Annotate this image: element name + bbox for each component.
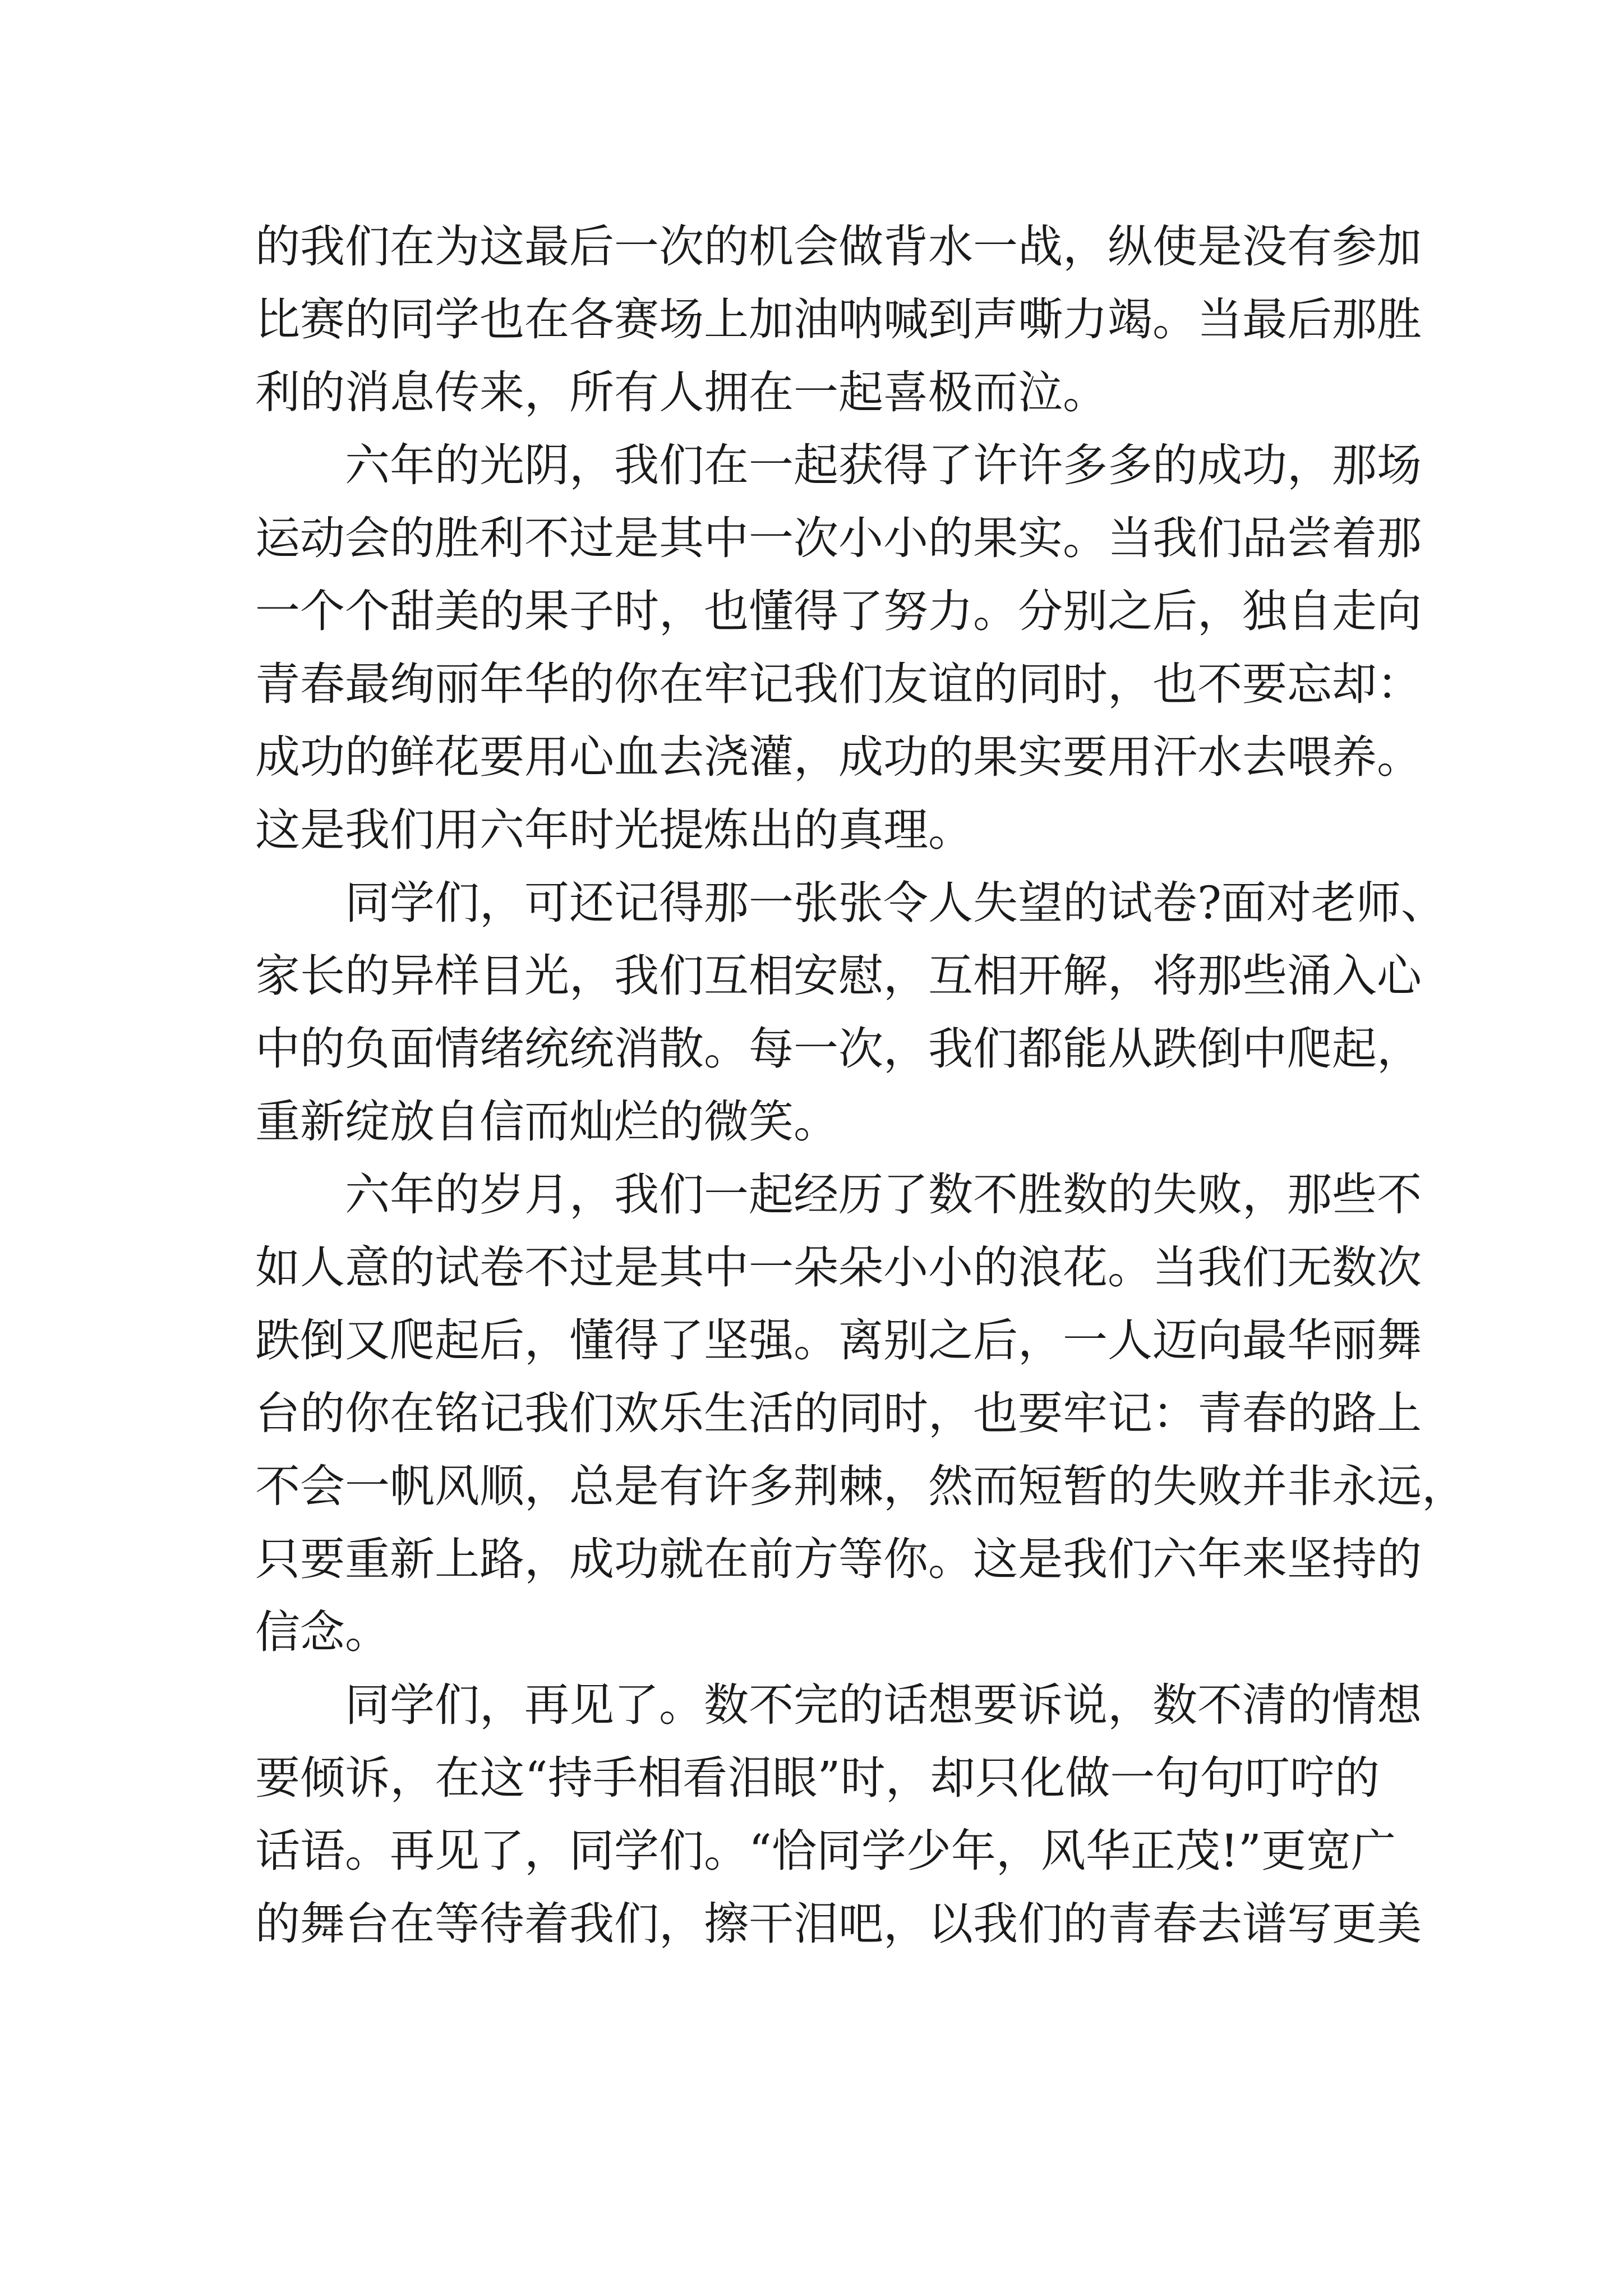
paragraph-2-line-6: 这是我们用六年时光提炼出的真理。 — [255, 804, 973, 856]
paragraph-2-line-5: 成功的鲜花要用心血去浇灌，成功的果实要用汗水去喂养。 — [255, 731, 1422, 783]
paragraph-3-line-1: 同学们，可还记得那一张张令人失望的试卷?面对老师、 — [345, 877, 1446, 929]
paragraph-5-line-1: 同学们，再见了。数不完的话想要诉说，数不清的情想 — [345, 1679, 1422, 1731]
document-body — [255, 210, 1467, 1961]
paragraph-1-line-3: 利的消息传来，所有人拥在一起喜极而泣。 — [255, 366, 1108, 418]
paragraph-2-line-4: 青春最绚丽年华的你在牢记我们友谊的同时，也不要忘却： — [255, 658, 1422, 710]
paragraph-3-line-3: 中的负面情绪统统消散。每一次，我们都能从跌倒中爬起， — [255, 1023, 1422, 1075]
paragraph-3-line-2: 家长的异样目光，我们互相安慰，互相开解，将那些涌入心 — [255, 950, 1422, 1002]
paragraph-2-line-3: 一个个甜美的果子时，也懂得了努力。分别之后，独自走向 — [255, 585, 1422, 637]
paragraph-5-line-4: 的舞台在等待着我们，擦干泪吧，以我们的青春去谱写更美 — [255, 1898, 1422, 1950]
paragraph-5-line-2: 要倾诉，在这“持手相看泪眼”时，却只化做一句句叮咛的 — [255, 1752, 1380, 1804]
paragraph-4-line-7: 信念。 — [255, 1606, 390, 1658]
paragraph-2-line-2: 运动会的胜利不过是其中一次小小的果实。当我们品尝着那 — [255, 512, 1422, 564]
paragraph-2-line-1: 六年的光阴，我们在一起获得了许许多多的成功，那场 — [345, 439, 1422, 491]
paragraph-3-line-4: 重新绽放自信而灿烂的微笑。 — [255, 1096, 838, 1148]
paragraph-1-line-1: 的我们在为这最后一次的机会做背水一战，纵使是没有参加 — [255, 220, 1422, 273]
paragraph-5-line-3: 话语。再见了，同学们。“恰同学少年，风华正茂!”更宽广 — [255, 1825, 1396, 1877]
paragraph-4-line-2: 如人意的试卷不过是其中一朵朵小小的浪花。当我们无数次 — [255, 1241, 1422, 1294]
paragraph-4-line-1: 六年的岁月，我们一起经历了数不胜数的失败，那些不 — [345, 1168, 1422, 1221]
paragraph-4-line-5: 不会一帆风顺，总是有许多荆棘，然而短暂的失败并非永远， — [255, 1460, 1467, 1512]
paragraph-4-line-6: 只要重新上路，成功就在前方等你。这是我们六年来坚持的 — [255, 1533, 1422, 1585]
paragraph-1-line-2: 比赛的同学也在各赛场上加油呐喊到声嘶力竭。当最后那胜 — [255, 293, 1422, 346]
paragraph-4-line-4: 台的你在铭记我们欢乐生活的同时，也要牢记：青春的路上 — [255, 1387, 1422, 1439]
paragraph-4-line-3: 跌倒又爬起后，懂得了坚强。离别之后，一人迈向最华丽舞 — [255, 1314, 1422, 1366]
